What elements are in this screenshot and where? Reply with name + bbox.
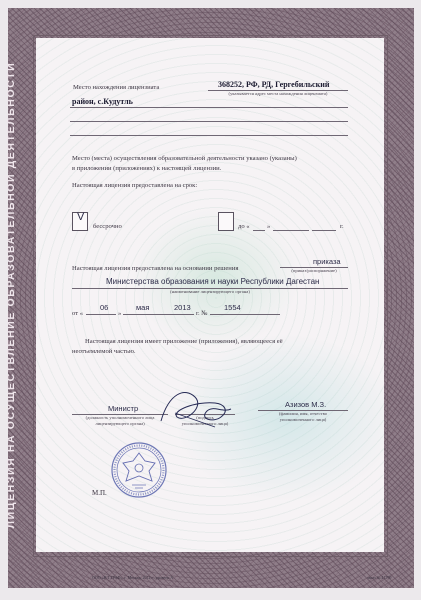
location-value-line2: район, с.Кудутль [72,97,133,106]
printer-footer: ООО «Н.Т.ГРАФ», г. Москва, 2012 г., уровень А [92,575,174,580]
decision-month: мая [136,303,150,312]
name-caption-1: (фамилия, имя, отчество [278,411,328,416]
decision-number-label: г. № [196,310,208,317]
until-close-quote: » [267,223,271,230]
places-text-line1: Место (места) осуществления образовательной деятельности указано (указаны) [72,155,297,162]
signatory-position: Министр [108,404,139,413]
location-value-line1: 368252, РФ, РД, Гергебильский [218,80,330,89]
handwritten-signature [155,383,235,433]
authority-caption: (наименование лицензирующего органа) [170,289,250,294]
decision-day: 06 [100,303,109,312]
position-caption-1: (должность уполномоченного лица [85,415,155,420]
appendix-text-line2: неотъемлемой частью. [72,348,136,355]
order-number-footer: заказ № 41790 [367,575,392,580]
until-year-suffix: г. [340,223,344,230]
location-caption: (указывается адрес места нахождения лицензиата) [228,91,328,96]
location-underline-2 [70,107,348,108]
decision-month-line [123,314,173,315]
decision-type-caption: (приказ/распоряжение) [291,268,337,273]
authority-value: Министерства образования и науки Республики Дагестан [106,277,320,286]
stamp-label: М.П. [92,489,107,497]
decision-type: приказа [313,257,341,266]
decision-year-line [172,314,194,315]
appendix-text-line1: Настоящая лицензия имеет приложение (приложения), являющееся её [85,338,283,345]
signature-caption-1: (подпись [196,415,214,420]
name-caption-2: уполномоченного лица) [279,417,327,422]
until-label: до « [238,223,250,230]
indefinite-label: бессрочно [93,223,122,230]
check-mark: V [77,211,85,223]
vertical-title: ЛИЦЕНЗИЯ НА ОСУЩЕСТВЛЕНИЕ ОБРАЗОВАТЕЛЬНОЙ ДЕЯТЕЛЬНОСТИ [5,61,17,529]
date-prefix: от « [72,310,84,317]
signatory-name: Азизов М.З. [285,400,327,409]
until-day-line [253,230,265,231]
position-caption-2: лицензирующего органа) [95,421,145,426]
location-underline-4 [70,135,348,136]
decision-number: 1554 [224,303,241,312]
location-underline-3 [70,121,348,122]
until-month-line [273,230,309,231]
official-seal [110,441,168,499]
basis-label: Настоящая лицензия предоставлена на основании решения [72,265,239,272]
date-close-quote: » [118,310,122,317]
term-label: Настоящая лицензия предоставлена на срок: [72,182,198,189]
document-field [36,38,384,552]
decision-number-line [210,314,280,315]
decision-day-line [86,314,116,315]
until-checkbox [218,212,234,231]
places-text-line2: в приложении (приложениях) к настоящей лицензии. [72,165,222,172]
location-label: Место нахождения лицензиата [73,84,160,91]
decision-year: 2013 [174,303,191,312]
signature-caption-2: уполномоченного лица) [181,421,229,426]
until-year-line [312,230,336,231]
